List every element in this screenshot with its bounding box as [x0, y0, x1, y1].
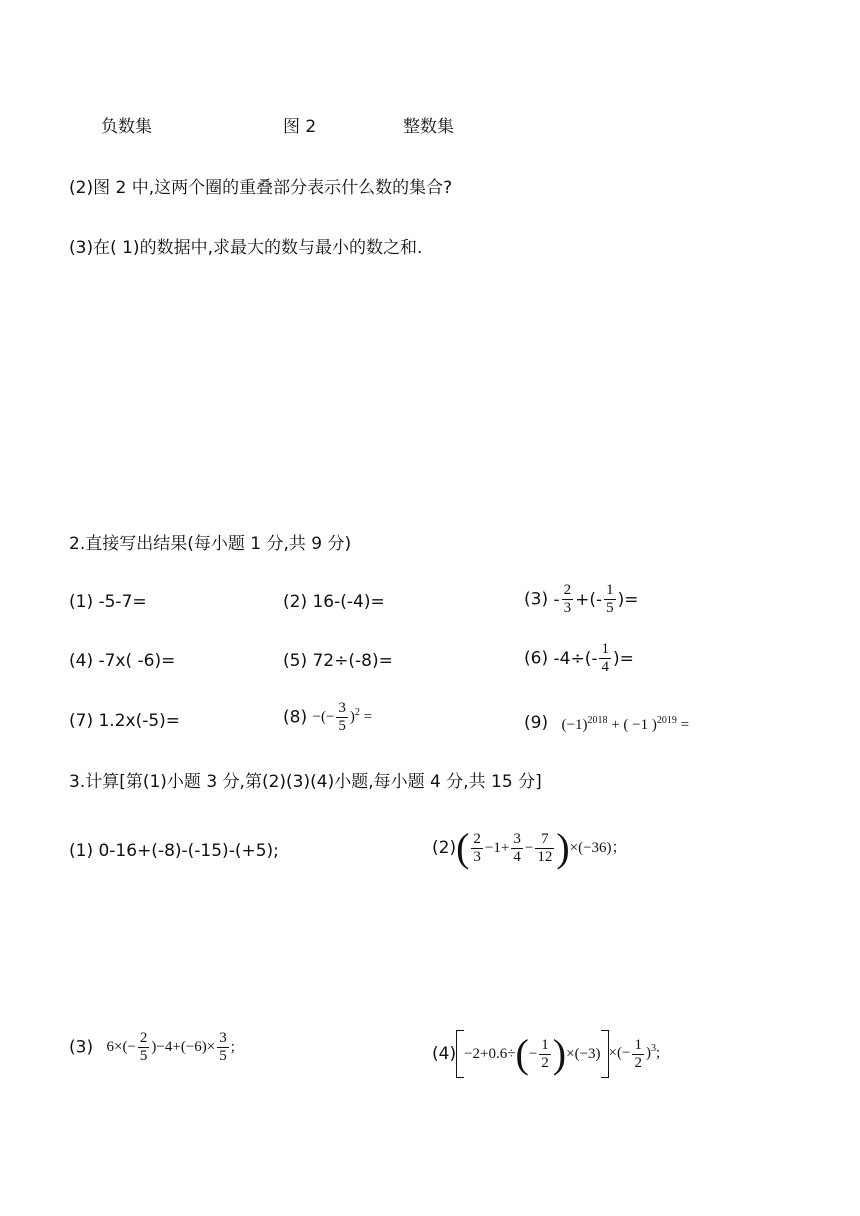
- s2-item-9-expression: $(-1)^{2018}$ + ( −1 )$^{2019}$ =: [561, 715, 690, 733]
- s2-item-6-label: (6): [524, 648, 549, 669]
- s3-item-3: [69, 1030, 235, 1065]
- s3-item-2-expression: ( $\frac{2}{3}$ −1+ $\frac{3}{4}$ − $\frac{7}{12}$ )×(−36)；: [456, 825, 627, 870]
- s3-item-3-label: (3): [69, 1037, 94, 1058]
- fraction: $\frac{2}{3}$: [563, 582, 572, 616]
- s2-item-6-expression: -4÷(- $\frac{1}{4}$ )=: [553, 641, 634, 675]
- fraction: $\frac{2}{3}$: [473, 830, 481, 865]
- s2-item-2: (2) 16-(-4)=: [283, 592, 385, 612]
- s2-item-5: (5) 72÷(-8)=: [283, 651, 393, 671]
- fraction: $\frac{1}{4}$: [601, 641, 609, 675]
- question-1-2: (2)图 2 中,这两个圈的重叠部分表示什么数的集合?: [69, 178, 453, 198]
- fraction: $\frac{1}{2}$: [634, 1036, 642, 1071]
- integer-set-label: 整数集: [403, 117, 454, 137]
- s2-item-6: [524, 641, 634, 676]
- fraction: $\frac{2}{5}$: [139, 1030, 148, 1064]
- s2-item-4: (4) -7x( -6)=: [69, 651, 176, 671]
- fraction: $\frac{3}{4}$: [513, 830, 521, 865]
- negative-set-label: 负数集: [101, 117, 152, 137]
- s2-item-9: [524, 710, 689, 736]
- fraction: $\frac{1}{5}$: [606, 582, 614, 616]
- s2-item-1: (1) -5-7=: [69, 592, 147, 612]
- s2-item-7: (7) 1.2x(-5)=: [69, 711, 181, 731]
- s3-item-4-expression: −2+0.6÷(− $\frac{1}{2}$ )×(−3) ×(− $\frac{1}{2}$ )$^3$;: [456, 1044, 660, 1064]
- section-3-title: 3.计算[第(1)小题 3 分,第(2)(3)(4)小题,每小题 4 分,共 15 分]: [69, 772, 542, 792]
- s3-item-2: [432, 825, 627, 870]
- section-2-title: 2.直接写出结果(每小题 1 分,共 9 分): [69, 534, 352, 554]
- s2-item-3-expression: - $\frac{2}{3}$ +(- $\frac{1}{5}$ )=: [553, 582, 639, 616]
- s2-item-3-label: (3): [524, 589, 549, 610]
- s3-item-3-expression: 6×(− $\frac{2}{5}$ )−4+(−6)× $\frac{3}{5}$ ;: [106, 1030, 235, 1064]
- s3-item-1: (1) 0-16+(-8)-(-15)-(+5);: [69, 841, 279, 861]
- fraction: $\frac{7}{12}$: [537, 830, 553, 865]
- fraction: $\frac{3}{5}$: [338, 700, 346, 734]
- s2-item-3: [524, 582, 639, 617]
- s2-item-9-label: (9): [524, 713, 549, 733]
- s2-item-8-expression: −(− $\frac{3}{5}$ )$^2$ =: [312, 700, 373, 734]
- s3-item-2-label: (2): [432, 838, 457, 858]
- s3-item-4: [432, 1030, 660, 1078]
- s2-item-8: [283, 700, 372, 735]
- question-1-3: (3)在( 1)的数据中,求最大的数与最小的数之和.: [69, 238, 423, 258]
- s3-item-4-label: (4): [432, 1044, 457, 1064]
- figure-2-label: 图 2: [283, 117, 317, 137]
- s2-item-8-label: (8): [283, 707, 308, 728]
- fraction: $\frac{1}{2}$: [541, 1036, 549, 1071]
- fraction: $\frac{3}{5}$: [219, 1030, 227, 1064]
